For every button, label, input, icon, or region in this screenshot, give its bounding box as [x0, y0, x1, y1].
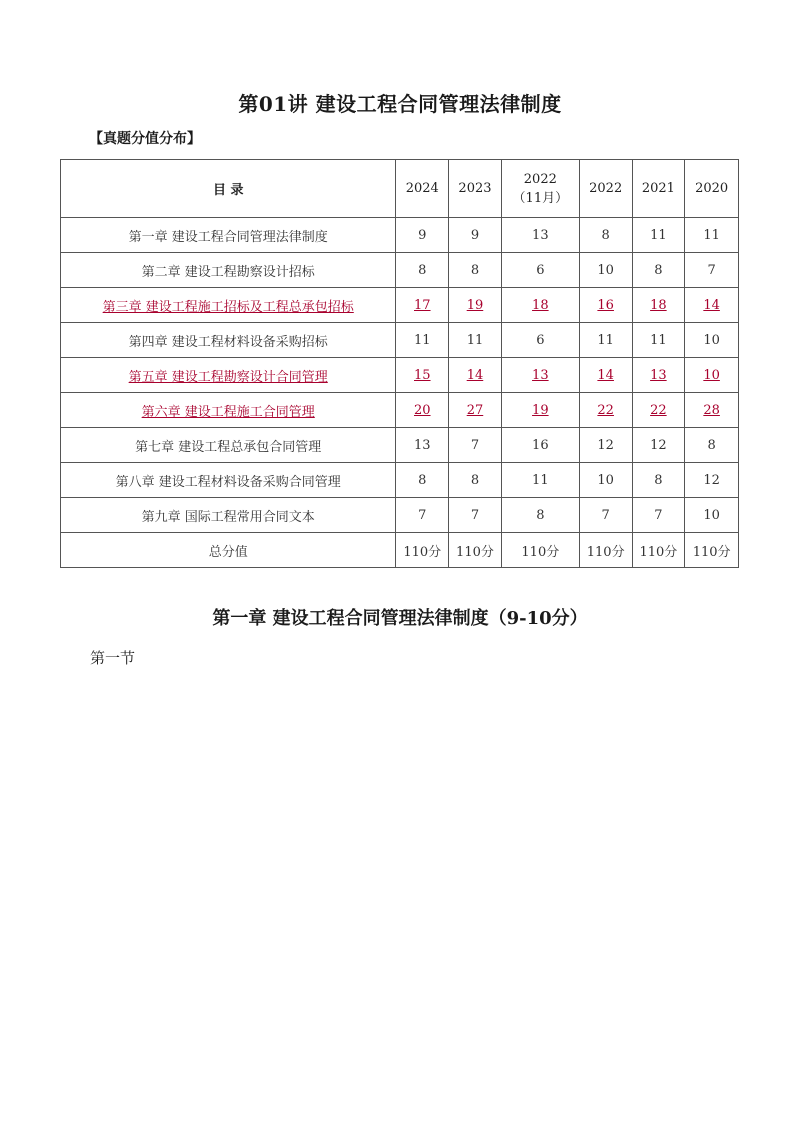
score-cell: 19 [501, 393, 579, 428]
score-cell: 7 [449, 498, 502, 533]
score-cell: 7 [396, 498, 449, 533]
score-cell: 13 [396, 428, 449, 463]
table-row [61, 253, 739, 288]
chapter-name-cell: 第四章 建设工程材料设备采购招标 [61, 323, 396, 358]
score-cell: 11 [449, 323, 502, 358]
score-distribution-table [60, 159, 739, 568]
score-cell: 19 [449, 288, 502, 323]
score-cell: 8 [396, 463, 449, 498]
score-cell: 10 [579, 253, 632, 288]
chapter-name-cell: 第三章 建设工程施工招标及工程总承包招标 [61, 288, 396, 323]
header-year [632, 160, 685, 218]
score-cell: 10 [685, 358, 739, 393]
total-row [61, 533, 739, 568]
chapter-name-cell: 第八章 建设工程材料设备采购合同管理 [61, 463, 396, 498]
total-value: 110分 [449, 533, 502, 568]
score-cell: 11 [632, 323, 685, 358]
score-cell: 8 [396, 253, 449, 288]
score-cell: 17 [396, 288, 449, 323]
score-cell: 13 [501, 358, 579, 393]
score-cell: 22 [579, 393, 632, 428]
score-cell: 12 [632, 428, 685, 463]
score-cell: 6 [501, 323, 579, 358]
total-value: 110分 [632, 533, 685, 568]
header-year [579, 160, 632, 218]
score-cell: 11 [579, 323, 632, 358]
chapter-name-cell: 第七章 建设工程总承包合同管理 [61, 428, 396, 463]
score-cell: 7 [632, 498, 685, 533]
score-cell: 16 [501, 428, 579, 463]
score-cell: 18 [632, 288, 685, 323]
year-label: 2022 [589, 181, 623, 196]
score-cell: 8 [501, 498, 579, 533]
score-cell: 7 [449, 428, 502, 463]
document-title: 第01讲 建设工程合同管理法律制度 [238, 92, 562, 116]
header-year [501, 160, 579, 218]
table-row [61, 288, 739, 323]
header-year [449, 160, 502, 218]
score-cell: 13 [501, 218, 579, 253]
score-cell: 15 [396, 358, 449, 393]
score-cell: 8 [685, 428, 739, 463]
score-cell: 12 [685, 463, 739, 498]
table-row [61, 358, 739, 393]
chapter-name-cell: 第九章 国际工程常用合同文本 [61, 498, 396, 533]
score-cell: 14 [449, 358, 502, 393]
score-cell: 8 [449, 253, 502, 288]
score-cell: 11 [632, 218, 685, 253]
total-value: 110分 [396, 533, 449, 568]
score-cell: 20 [396, 393, 449, 428]
score-cell: 12 [579, 428, 632, 463]
score-cell: 10 [685, 323, 739, 358]
header-year [396, 160, 449, 218]
chapter-name-cell: 第六章 建设工程施工合同管理 [61, 393, 396, 428]
year-label: 2020 [695, 181, 729, 196]
table-row [61, 218, 739, 253]
score-cell: 27 [449, 393, 502, 428]
score-cell: 8 [632, 463, 685, 498]
score-cell: 11 [501, 463, 579, 498]
score-cell: 11 [396, 323, 449, 358]
score-cell: 14 [685, 288, 739, 323]
score-cell: 7 [685, 253, 739, 288]
score-cell: 9 [449, 218, 502, 253]
year-sublabel: （11月） [512, 190, 569, 206]
total-value: 110分 [501, 533, 579, 568]
score-cell: 8 [632, 253, 685, 288]
header-catalog: 目 录 [61, 160, 396, 218]
score-cell: 7 [579, 498, 632, 533]
section-label: 【真题分值分布】 [89, 131, 201, 147]
table-row [61, 393, 739, 428]
score-cell: 6 [501, 253, 579, 288]
table-row [61, 498, 739, 533]
score-cell: 14 [579, 358, 632, 393]
score-cell: 18 [501, 288, 579, 323]
score-cell: 10 [579, 463, 632, 498]
year-label: 2023 [458, 181, 492, 196]
total-value: 110分 [579, 533, 632, 568]
score-cell: 8 [449, 463, 502, 498]
score-cell: 10 [685, 498, 739, 533]
year-label: 2021 [641, 181, 675, 196]
score-cell: 8 [579, 218, 632, 253]
total-value: 110分 [685, 533, 739, 568]
table-row [61, 463, 739, 498]
table-row [61, 428, 739, 463]
table-header-row [61, 160, 739, 218]
score-cell: 13 [632, 358, 685, 393]
chapter-name-cell: 第一章 建设工程合同管理法律制度 [61, 218, 396, 253]
chapter-name-cell: 第二章 建设工程勘察设计招标 [61, 253, 396, 288]
score-cell: 11 [685, 218, 739, 253]
section-heading: 第一节 [90, 649, 136, 667]
total-label: 总分值 [61, 533, 396, 568]
score-cell: 28 [685, 393, 739, 428]
score-cell: 22 [632, 393, 685, 428]
header-year [685, 160, 739, 218]
year-label: 2024 [405, 181, 439, 196]
chapter-name-cell: 第五章 建设工程勘察设计合同管理 [61, 358, 396, 393]
year-label: 2022 [523, 171, 557, 187]
chapter-heading: 第一章 建设工程合同管理法律制度（9-10分） [212, 608, 588, 629]
table-row [61, 323, 739, 358]
score-cell: 16 [579, 288, 632, 323]
score-cell: 9 [396, 218, 449, 253]
